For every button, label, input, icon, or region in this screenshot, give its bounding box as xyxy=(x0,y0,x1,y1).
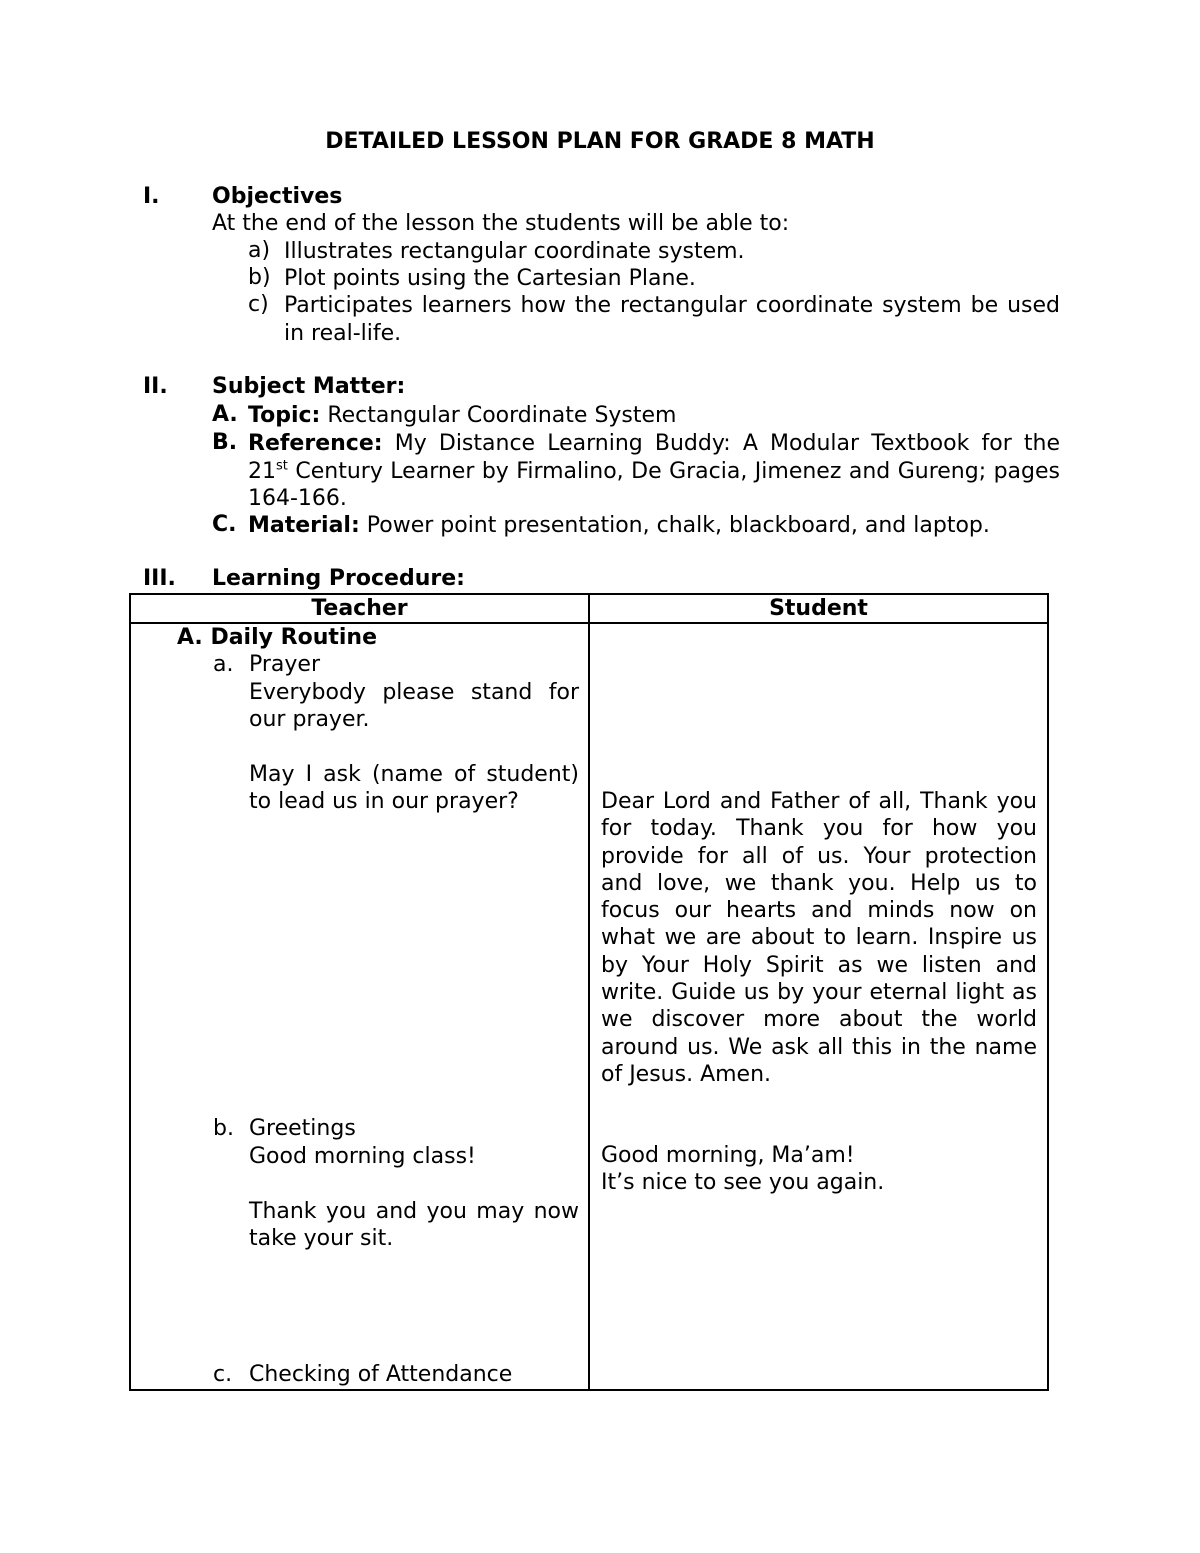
superscript: st xyxy=(276,458,288,474)
list-marker: b. xyxy=(213,1116,234,1141)
item-text: Power point presentation, chalk, blackboard, and laptop. xyxy=(366,513,990,538)
teacher-cell xyxy=(130,623,589,1390)
teacher-sit-instruction: Thank you and you may now take your sit. xyxy=(249,1199,579,1251)
item-text: Rectangular Coordinate System xyxy=(327,403,677,428)
routine-heading: A. Daily Routine xyxy=(177,625,377,650)
objectives-intro: At the end of the lesson the students will be able to: xyxy=(212,211,790,236)
section-number: I. xyxy=(143,184,160,209)
section-title-learning-procedure: Learning Procedure: xyxy=(212,566,465,591)
prayer-title: Prayer xyxy=(249,652,321,677)
attendance-title: Checking of Attendance xyxy=(249,1362,513,1387)
section-number: III. xyxy=(143,566,176,591)
list-marker: b) xyxy=(248,265,271,290)
objective-text: Plot points using the Cartesian Plane. xyxy=(284,266,696,291)
list-marker: B. xyxy=(212,430,238,455)
section-title-subject-matter: Subject Matter: xyxy=(212,374,406,399)
teacher-greeting: Good morning class! xyxy=(249,1144,476,1169)
student-greeting: Good morning, Ma’am! xyxy=(601,1143,855,1168)
item-label: Reference: xyxy=(248,431,383,456)
procedure-table xyxy=(129,593,1049,1391)
list-marker: a. xyxy=(213,652,234,677)
item-text: My Distance Learning Buddy: A Modular Textbook for the 21 xyxy=(248,431,1060,484)
list-marker: c) xyxy=(248,292,269,317)
teacher-prayer-line: Everybody please stand for our prayer. xyxy=(249,680,579,732)
list-marker: c. xyxy=(213,1362,233,1387)
section-title-objectives: Objectives xyxy=(212,184,343,209)
column-header-student: Student xyxy=(589,594,1048,623)
page-title: DETAILED LESSON PLAN FOR GRADE 8 MATH xyxy=(325,129,875,154)
item-text: Century Learner by Firmalino, De Gracia, Jimenez and Gureng; pages 164-166. xyxy=(248,458,1061,511)
student-greeting-reply: It’s nice to see you again. xyxy=(601,1170,885,1195)
list-marker: a) xyxy=(248,238,271,263)
section-number: II. xyxy=(143,374,168,399)
teacher-prayer-request: May I ask (name of student) to lead us in our prayer? xyxy=(249,762,579,814)
greetings-title: Greetings xyxy=(249,1116,356,1141)
item-label: Topic: xyxy=(248,403,321,428)
student-cell xyxy=(589,623,1048,1390)
list-marker: C. xyxy=(212,512,237,537)
objective-text: Illustrates rectangular coordinate system. xyxy=(284,239,745,264)
column-header-teacher: Teacher xyxy=(130,594,589,623)
objective-text: Participates learners how the rectangular coordinate system be used in real-life. xyxy=(284,293,1060,346)
item-label: Material: xyxy=(248,513,360,538)
student-prayer: Dear Lord and Father of all, Thank you for today. Thank you for how you provide for all of us. Your protection and love, we thank you. Help us to focus our hearts and minds now on what we are about to learn. Inspire us by Your Holy Spirit as we listen and write. Guide us by your eternal light as we discover more about the world around us. We ask all this in the name of Jesus. Amen. xyxy=(601,789,1037,1087)
list-marker: A. xyxy=(212,402,238,427)
